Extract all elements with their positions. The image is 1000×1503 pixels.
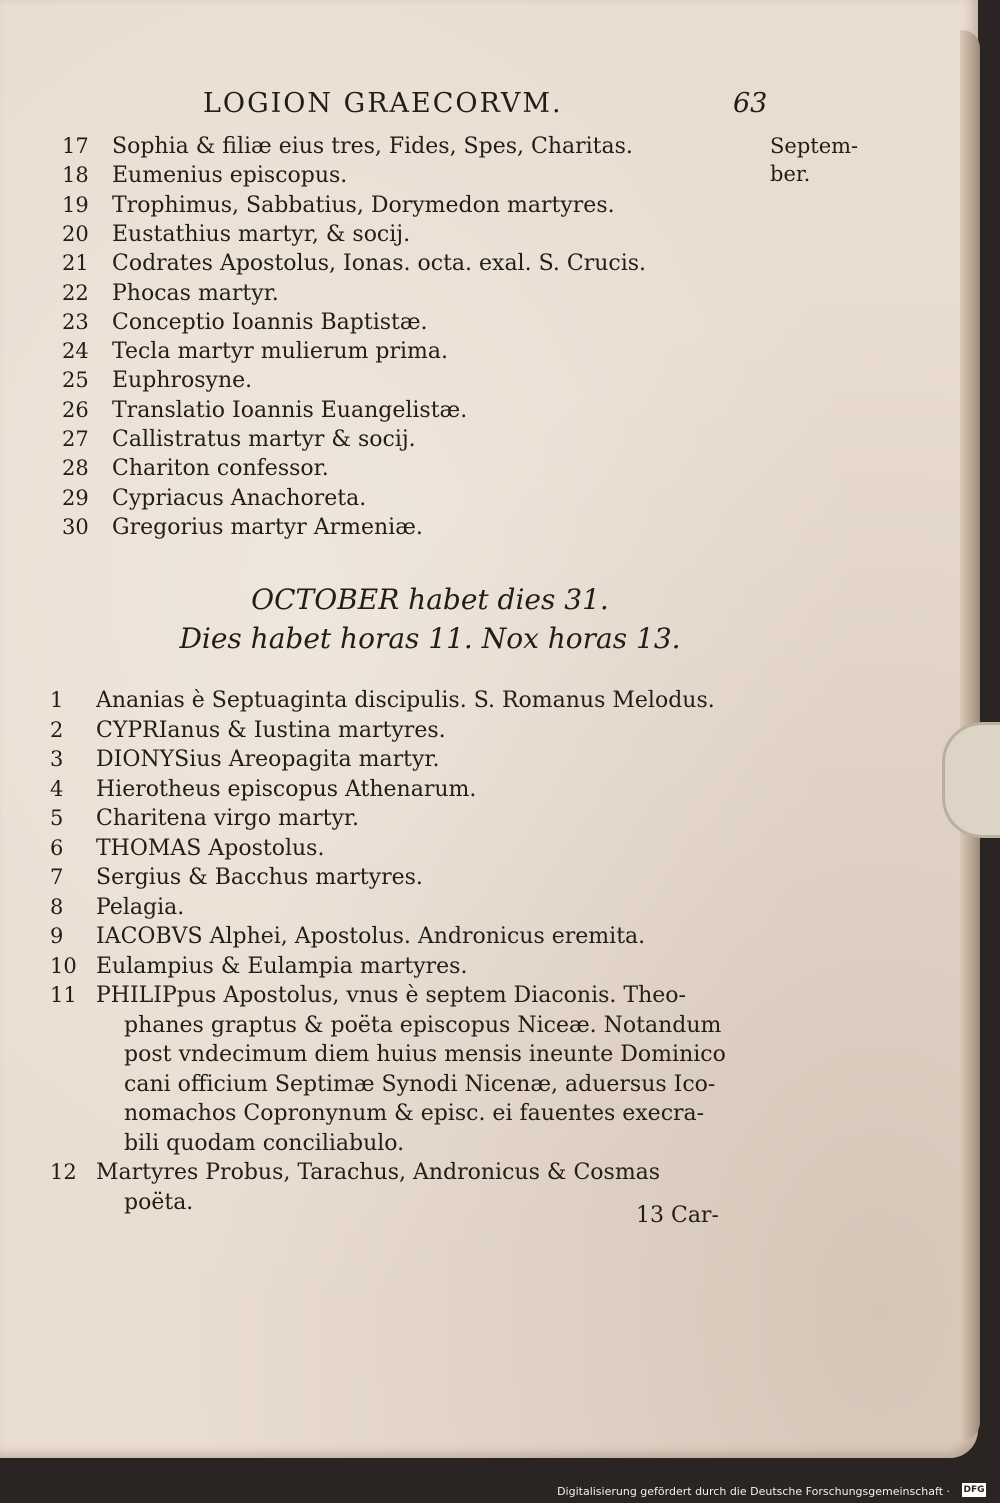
- entry-number: 20: [62, 221, 89, 246]
- entry-number: 2: [50, 717, 64, 742]
- entry-text: Ananias è Septuaginta discipulis. S. Romanus Melodus.: [96, 688, 715, 713]
- entry-number: 9: [50, 924, 64, 948]
- margin-note-line-2: ber.: [770, 162, 811, 186]
- entry-text: nomachos Copronynum & episc. ei fauentes execra-: [124, 1101, 705, 1126]
- running-header-title: LOGION GRAECORVM.: [203, 88, 563, 119]
- entry-number: 1: [50, 688, 64, 712]
- october-title: OCTOBER habet dies 31.: [251, 583, 609, 616]
- entry-text: poëta.: [124, 1189, 194, 1215]
- entry-text: DIONYSius Areopagita martyr.: [96, 747, 440, 772]
- entry-number: 30: [62, 514, 89, 539]
- entry-number: 6: [50, 835, 64, 860]
- entry-text: Codrates Apostolus, Ionas. octa. exal. S. Crucis.: [112, 251, 647, 277]
- entry-number: 21: [62, 251, 89, 276]
- entry-text: Charitena virgo martyr.: [96, 806, 359, 831]
- entry-text: phanes graptus & poëta episcopus Niceæ. Notandum: [124, 1012, 722, 1038]
- margin-note-line-1: Septem-: [770, 134, 859, 158]
- entry-text: Translatio Ioannis Euangelistæ.: [112, 397, 468, 423]
- entry-number: 4: [50, 776, 64, 801]
- entry-number: 26: [62, 397, 89, 422]
- entry-number: 24: [62, 339, 89, 364]
- entry-text: Conceptio Ioannis Baptistæ.: [112, 309, 428, 335]
- entry-text: PHILIPpus Apostolus, vnus è septem Diaconis. Theo-: [96, 983, 686, 1008]
- entry-text: Euphrosyne.: [112, 368, 253, 394]
- entry-number: 23: [62, 309, 89, 334]
- entry-number: 12: [50, 1160, 77, 1184]
- entry-text: CYPRIanus & Iustina martyres.: [96, 717, 446, 743]
- entry-text: cani officium Septimæ Synodi Nicenæ, aduersus Ico-: [124, 1071, 716, 1097]
- entry-text: Hierotheus episcopus Athenarum.: [96, 776, 477, 802]
- entry-text: Callistratus martyr & socij.: [112, 427, 416, 452]
- entry-text: Pelagia.: [96, 894, 185, 920]
- entry-text: bili quodam conciliabulo.: [124, 1130, 405, 1156]
- entry-text: Cypriacus Anachoreta.: [112, 485, 367, 511]
- entry-number: 17: [62, 134, 89, 158]
- entry-text: Gregorius martyr Armeniæ.: [112, 514, 423, 540]
- entry-number: 18: [62, 163, 89, 188]
- entry-text: Tecla martyr mulierum prima.: [112, 339, 448, 365]
- entry-text: Eustathius martyr, & socij.: [112, 221, 411, 247]
- entry-number: 11: [50, 983, 77, 1007]
- entry-text: THOMAS Apostolus.: [96, 835, 325, 861]
- entry-number: 7: [50, 865, 64, 889]
- entry-number: 27: [62, 427, 89, 451]
- entry-text: Phocas martyr.: [112, 280, 279, 306]
- entry-text: Eulampius & Eulampia martyres.: [96, 953, 468, 979]
- entry-number: 28: [62, 456, 89, 481]
- catchword: 13 Car-: [636, 1203, 719, 1228]
- entry-number: 8: [50, 894, 64, 919]
- page-number: 63: [733, 88, 768, 119]
- page-clip-tab: [942, 722, 1000, 838]
- entry-text: Martyres Probus, Tarachus, Andronicus & Cosmas: [96, 1160, 661, 1185]
- entry-number: 25: [62, 368, 89, 393]
- entry-text: post vndecimum diem huius mensis ineunte Dominico: [124, 1042, 726, 1067]
- entry-text: Sophia & filiæ eius tres, Fides, Spes, Charitas.: [112, 134, 633, 159]
- entry-text: Trophimus, Sabbatius, Dorymedon martyres.: [112, 192, 615, 218]
- entry-text: Chariton confessor.: [112, 456, 329, 482]
- entry-text: IACOBVS Alphei, Apostolus. Andronicus eremita.: [96, 924, 646, 949]
- entry-number: 5: [50, 806, 64, 830]
- entry-number: 29: [62, 485, 89, 510]
- dfg-logo: DFG: [963, 1485, 985, 1495]
- entry-text: Sergius & Bacchus martyres.: [96, 865, 423, 890]
- entry-text: Eumenius episcopus.: [112, 163, 348, 189]
- entry-number: 19: [62, 192, 89, 217]
- digitization-credit: Digitalisierung gefördert durch die Deutsche Forschungsgemeinschaft ·: [557, 1485, 950, 1498]
- october-daylength: Dies habet horas 11. Nox horas 13.: [179, 622, 681, 655]
- entry-number: 22: [62, 280, 89, 305]
- entry-number: 10: [50, 953, 77, 978]
- entry-number: 3: [50, 747, 64, 771]
